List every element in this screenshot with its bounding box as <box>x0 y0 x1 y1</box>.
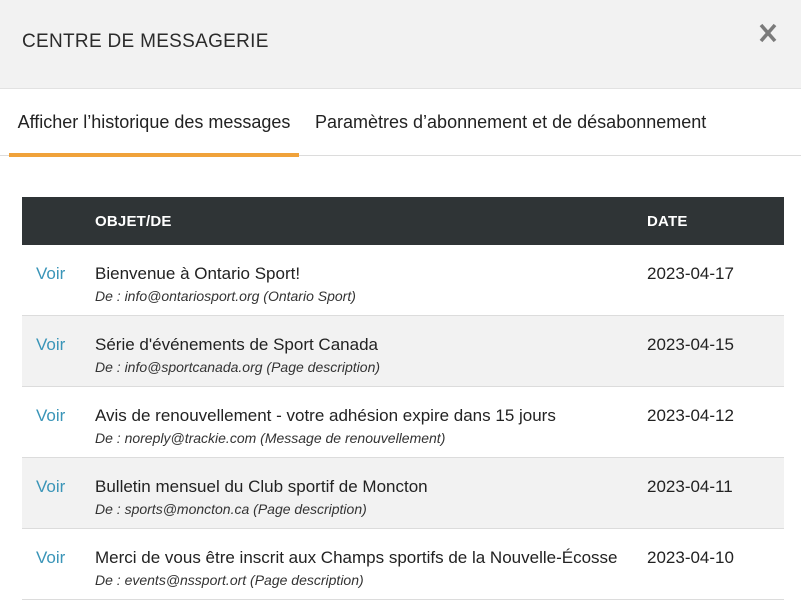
view-link[interactable]: Voir <box>36 477 66 496</box>
tab-label: Afficher l’historique des messages <box>17 112 291 132</box>
column-header-date: DATE <box>647 213 688 230</box>
message-sender: De : events@nssport.ort (Page description) <box>95 572 364 588</box>
tab-subscription-settings[interactable] <box>306 89 726 156</box>
message-subject: Avis de renouvellement - votre adhésion expire dans 15 jours <box>95 406 556 425</box>
table-header <box>22 197 784 245</box>
message-subject: Bulletin mensuel du Club sportif de Moncton <box>95 477 428 496</box>
message-date: 2023-04-11 <box>647 477 733 496</box>
message-subject: Merci de vous être inscrit aux Champs sportifs de la Nouvelle-Écosse <box>95 548 618 567</box>
view-link[interactable]: Voir <box>36 264 66 283</box>
table-row <box>22 529 784 600</box>
modal-header <box>0 0 801 89</box>
message-sender: De : sports@moncton.ca (Page description) <box>95 501 367 517</box>
view-link[interactable]: Voir <box>36 548 66 567</box>
message-subject: Bienvenue à Ontario Sport! <box>95 264 301 283</box>
table-row <box>22 245 784 316</box>
close-icon <box>759 23 777 43</box>
modal-title: CENTRE DE MESSAGERIE <box>22 31 269 52</box>
message-sender: De : info@sportcanada.org (Page description) <box>95 359 381 375</box>
table-row <box>22 387 784 458</box>
tab-label: Paramètres d’abonnement et de désabonnement <box>315 112 707 132</box>
message-date: 2023-04-15 <box>647 335 734 354</box>
message-sender: De : info@ontariosport.org (Ontario Sport) <box>95 288 356 304</box>
view-link[interactable]: Voir <box>36 335 66 354</box>
tab-message-history[interactable] <box>9 89 299 156</box>
message-date: 2023-04-17 <box>647 264 734 283</box>
tab-bar <box>0 89 801 156</box>
column-header-subject: OBJET/DE <box>95 213 172 230</box>
message-date: 2023-04-10 <box>647 548 734 567</box>
view-link[interactable]: Voir <box>36 406 66 425</box>
message-date: 2023-04-12 <box>647 406 734 425</box>
table-row <box>22 316 784 387</box>
message-subject: Série d'événements de Sport Canada <box>95 335 378 354</box>
message-sender: De : noreply@trackie.com (Message de renouvellement) <box>95 430 446 446</box>
messages-table <box>22 197 784 600</box>
close-button[interactable] <box>753 18 783 48</box>
table-row <box>22 458 784 529</box>
